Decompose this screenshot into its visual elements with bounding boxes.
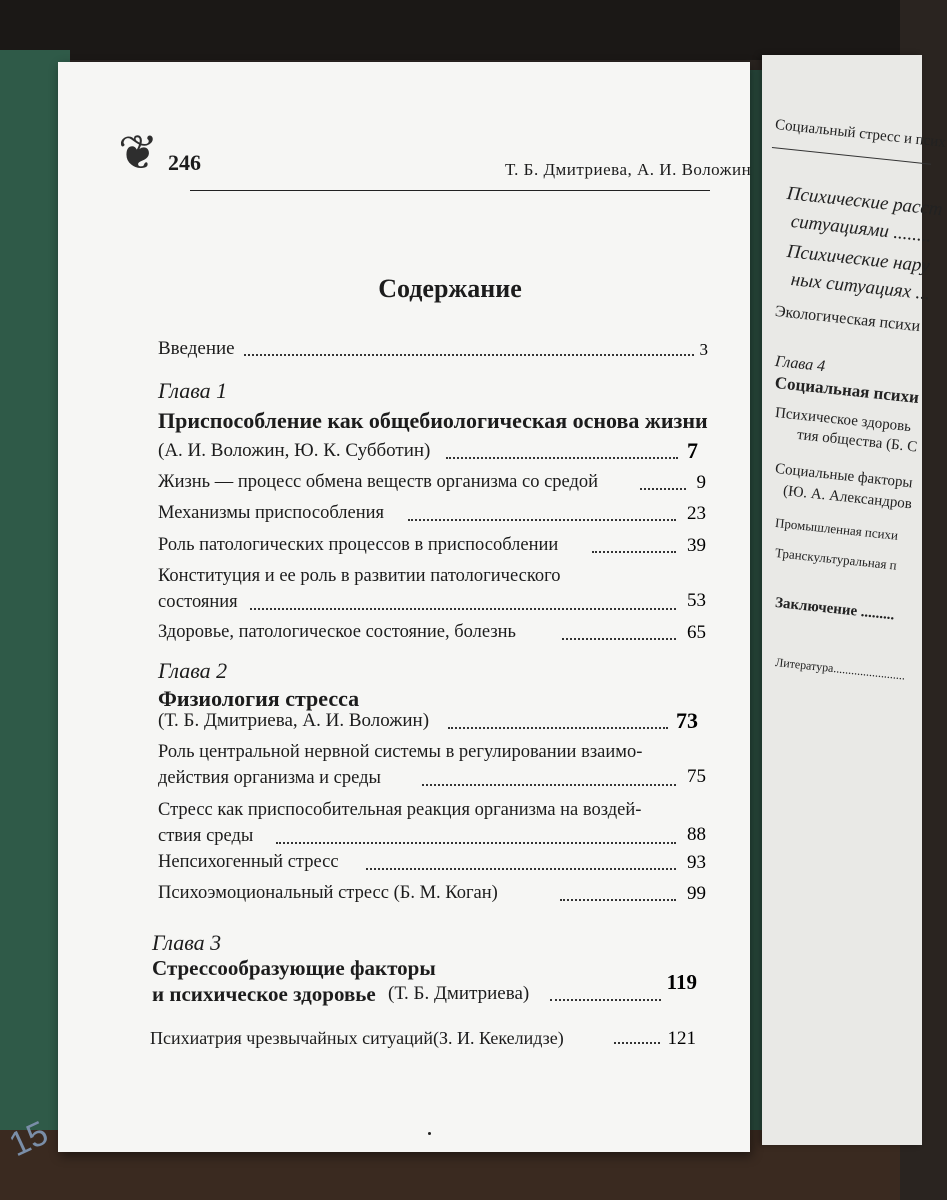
toc-entry: [158, 622, 706, 650]
toc-page-number: 9: [696, 472, 706, 493]
chapter-title: Физиология стресса: [158, 686, 360, 711]
leader-dots: [448, 727, 668, 729]
page-speck: [428, 1132, 431, 1135]
chapter-authors-line: [152, 970, 697, 1012]
toc-page-number: 53: [687, 590, 706, 611]
corner-mark: 15: [3, 1113, 54, 1165]
toc-entry: [158, 742, 706, 798]
facing-line: (Ю. А. Александров: [782, 483, 913, 513]
toc-entry: [158, 852, 706, 880]
toc-entry-title: Роль патологических процессов в приспособлении: [158, 535, 559, 555]
toc-page-number: 93: [687, 852, 706, 873]
page-title: Содержание: [378, 274, 522, 303]
facing-line: Психическое здоровь: [774, 405, 912, 436]
toc-entry: [158, 535, 706, 563]
toc-entry: [158, 338, 708, 368]
leader-dots: [614, 1042, 660, 1044]
chapter-authors: (Т. Б. Дмитриева): [388, 983, 530, 1004]
toc-entry: [158, 883, 706, 911]
leader-dots: [422, 784, 676, 786]
toc-entry-title-cont: ствия среды: [158, 826, 254, 846]
facing-line: Социальные факторы: [774, 461, 914, 492]
toc-entry-title: Стресс как приспособительная реакция организма на воздей-: [158, 800, 642, 820]
toc-entry-title: Конституция и ее роль в развитии патологического: [158, 566, 561, 586]
leader-dots: [592, 551, 676, 553]
leader-dots: [250, 608, 676, 610]
toc-entry-title: Психиатрия чрезвычайных ситуаций(З. И. Кекелидзе): [150, 1028, 564, 1048]
facing-chapter-label: Глава 4: [774, 353, 826, 376]
chapter-title: Приспособление как общебиологическая основа жизни: [158, 408, 708, 433]
toc-entry-title: Механизмы приспособления: [158, 503, 385, 523]
facing-line: Экологическая психи: [774, 303, 922, 336]
toc-page-number: 39: [687, 535, 706, 556]
toc-page-number: 3: [699, 340, 708, 359]
running-head-authors: Т. Б. Дмитриева, А. И. Воложин: [505, 160, 752, 179]
toc-entry-title: Введение: [158, 338, 235, 359]
chapter-authors: (А. И. Воложин, Ю. К. Субботин): [158, 440, 431, 461]
chapter-label: Глава 3: [152, 930, 222, 955]
facing-line: тия общества (Б. С: [796, 427, 918, 456]
toc-entry: [158, 800, 706, 856]
toc-entry-title: Роль центральной нервной системы в регулировании взаимо-: [158, 742, 643, 762]
facing-chapter-title: Социальная психи: [774, 373, 920, 408]
chapter-authors: (Т. Б. Дмитриева, А. И. Воложин): [158, 710, 430, 731]
toc-page-number: 121: [667, 1028, 696, 1049]
toc-entry: [158, 503, 706, 531]
toc-entry: [150, 1028, 696, 1056]
facing-line: Заключение .........: [774, 595, 896, 624]
toc-entry-title: Психоэмоциональный стресс (Б. М. Коган): [158, 883, 498, 903]
leader-dots: [560, 899, 676, 901]
chapter-page-number: 119: [666, 970, 697, 994]
facing-line: Транскультуральная п: [774, 545, 898, 573]
toc-page-number: 23: [687, 503, 706, 524]
chapter-title: Стрессообразующие факторы: [152, 956, 436, 980]
facing-line: ных ситуациях ...: [789, 269, 932, 305]
toc-entry: [158, 566, 706, 622]
chapter-authors-line: [158, 440, 698, 470]
background-top: [0, 0, 900, 60]
toc-entry-title: Жизнь — процесс обмена веществ организма со средой: [158, 472, 599, 492]
toc-entry: [158, 472, 706, 500]
facing-line: Литература........................: [774, 655, 906, 683]
toc-page-number: 99: [687, 883, 706, 904]
toc-page-number: 75: [687, 766, 706, 787]
leader-dots: [562, 638, 676, 640]
facing-line: Промышленная психи: [774, 515, 899, 543]
leader-dots: [366, 868, 676, 870]
chapter-authors-line: [158, 710, 698, 740]
chapter-page-number: 7: [687, 438, 698, 463]
leader-dots: [408, 519, 676, 521]
facing-line: Психические нару: [785, 241, 931, 277]
facing-line: ситуациями ........: [789, 211, 933, 247]
floral-ornament-icon: ❦: [118, 127, 159, 180]
leader-dots: [276, 842, 676, 844]
leader-dots: [446, 457, 678, 459]
toc-entry-title: Непсихогенный стресс: [158, 852, 339, 872]
facing-line: Психические расст: [785, 183, 944, 221]
toc-page-number: 88: [687, 824, 706, 845]
toc-entry-title-cont: действия организма и среды: [158, 768, 381, 788]
facing-running-head: Социальный стресс и псих: [774, 117, 947, 151]
page-number: 246: [168, 150, 201, 175]
toc-page-number: 65: [687, 622, 706, 643]
toc-entry-title: Здоровье, патологическое состояние, болезнь: [158, 622, 516, 642]
header-rule: [190, 190, 710, 191]
leader-dots: [550, 999, 661, 1001]
chapter-title-cont: и психическое здоровье: [152, 982, 376, 1006]
chapter-label: Глава 2: [158, 658, 228, 683]
chapter-label: Глава 1: [158, 378, 228, 403]
facing-rule: [772, 147, 931, 165]
facing-page: [762, 55, 947, 1145]
toc-entry-title-cont: состояния: [158, 592, 238, 612]
leader-dots: [244, 354, 694, 356]
leader-dots: [640, 488, 686, 490]
chapter-page-number: 73: [676, 708, 698, 733]
